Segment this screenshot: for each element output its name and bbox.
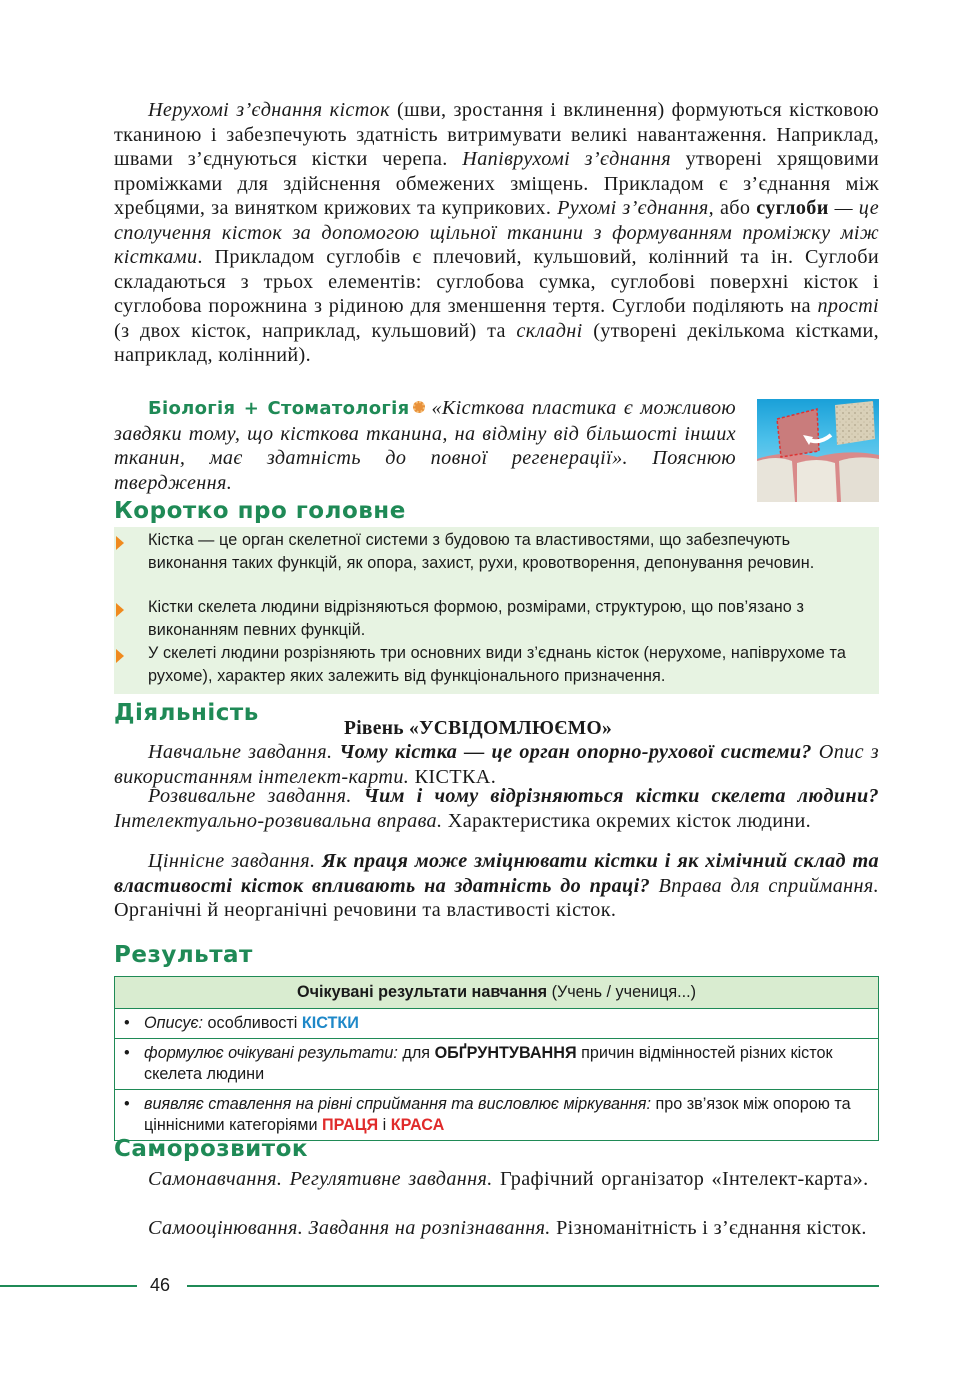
page-number: 46	[150, 1275, 171, 1295]
table-row: • Описує: особливості КІСТКИ	[115, 1009, 878, 1039]
movable-joints-term: Рухомі з’єднання,	[557, 197, 715, 219]
result-heading: Результат	[114, 942, 253, 968]
orange-triangle-icon	[116, 536, 124, 550]
activity-heading: Діяльність	[114, 700, 259, 726]
biology-dentistry-label: Біологія + Стоматологія	[148, 398, 410, 419]
orange-triangle-icon	[116, 649, 124, 663]
self-development-heading: Саморозвиток	[114, 1136, 309, 1162]
summary-item: У скелеті людини розрізняють три основних види з’єднань кісток (нерухоме, напіврухоме та рухоме), характер яких залежить від функціонального призначення.	[148, 644, 846, 685]
developmental-task: Розвивальне завдання. Чим і чому відрізняються кістки скелета людини? Інтелектуально-розвивальна вправа. Характеристика окремих кісток людини.	[114, 785, 880, 832]
summary-item: Кістка — це орган скелетної системи з будовою та властивостями, що забезпечують виконання таких функцій, як опора, захист, рухи, кровотворення, депонування речовин.	[148, 531, 815, 572]
self-assessment-task: Самооцінювання. Завдання на розпізнавання. Різноманітність і з’єднання кісток.	[148, 1217, 867, 1239]
semimovable-joints-term: Напіврухомі з’єднання	[462, 148, 671, 170]
joints-term: суглоби	[756, 197, 829, 219]
gear-icon	[413, 401, 425, 413]
value-task: Ціннісне завдання. Як праця може зміцнювати кістки і як хімічний склад та властивості кісток впливають на здатність до праці? Вправа для сприймання. Органічні й неорганічні речовини та властивості кісток.	[114, 850, 879, 921]
table-row: • виявляє ставлення на рівні сприймання та висловлює міркування: про зв’язок між опорою та ціннісними категоріями ПРАЦЯ і КРАСА	[124, 1095, 851, 1134]
level-title: Рівень «УСВІДОМЛЮЄМО»	[344, 718, 612, 739]
joints-paragraph: Нерухомі з’єднання кісток (шви, зростання і вклинення) формуються кістковою тканиною і забезпечують здатність витримувати великі навантаження. Наприклад, швами з’єднуються кістки черепа. Напіврухомі з’єднання утворені хрящовими проміжками для здійснення обмежених зміщень. Прикладом є з’єднання між хребцями, за винятком крижових та куприкових. Рухомі з’єднання, або суглоби — це сполучення кісток за допомогою щільної тканини з формуванням проміжку між кістками. Прикладом суглобів є плечовий, кульшовий, колінний та ін. Суглоби складаються з трьох елементів: суглобова сумка, суглобові поверхні кісток і суглобова порожнина з рідиною для зменшення тертя. Суглоби поділяють на прості (з двох кісток, наприклад, кульшовий) та складні (утворені декількома кістками, наприклад, колінний).	[114, 99, 880, 366]
table-header: Очікувані результати навчання (Учень / учениця...)	[115, 977, 878, 1009]
table-row: • формулює очікувані результати: для ОБҐРУНТУВАННЯ причин відмінностей різних кісток скелета людини	[115, 1039, 878, 1090]
dental-bone-graft-illustration	[757, 399, 879, 502]
footer-line-left	[0, 1285, 137, 1287]
summary-item: Кістки скелета людини відрізняються формою, розмірами, структурою, що пов’язано з виконанням певних функцій.	[148, 598, 804, 639]
expected-results-table	[114, 976, 879, 1141]
orange-triangle-icon	[116, 603, 124, 617]
footer-line-right	[187, 1285, 879, 1287]
immovable-joints-term: Нерухомі з’єднання кісток	[148, 99, 390, 121]
self-learning-task: Самонавчання. Регулятивне завдання. Графічний організатор «Інтелект-карта».	[148, 1168, 869, 1190]
summary-heading: Коротко про головне	[114, 498, 406, 524]
biology-dentistry-note: Біологія + Стоматологія «Кісткова пластика є можливою завдяки тому, що кісткова тканина, на відміну від більшості інших тканин, має здатність до повної регенерації». Пояснюю твердження.	[114, 397, 736, 494]
learning-task: Навчальне завдання. Чому кістка — це орган опорно-рухової системи? Опис з використанням інтелект-карти. КІСТКА.	[114, 741, 879, 788]
